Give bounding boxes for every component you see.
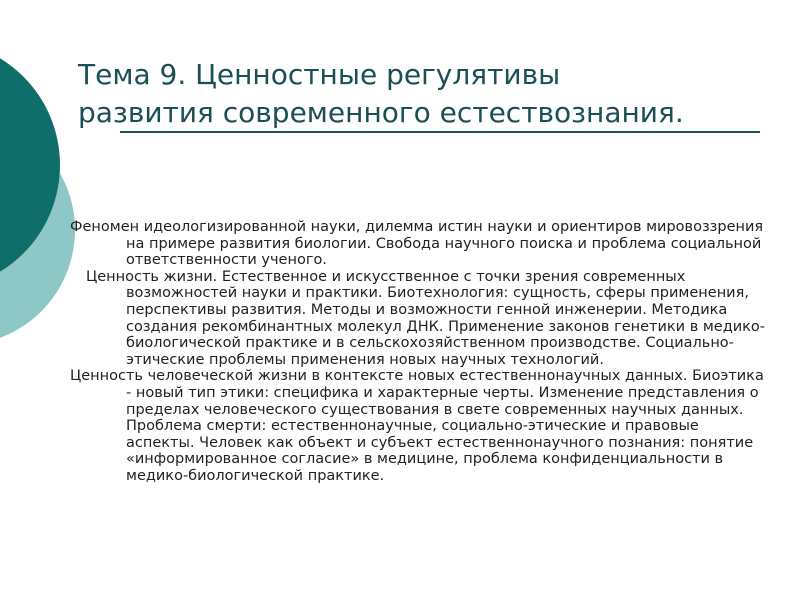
paragraph-ideology: Феномен идеологизированной науки, дилемма истин науки и ориентиров мировоззрения на примере развития биологии. Свобода научного поиска и проблема социальной ответственности ученого.: [70, 219, 764, 269]
title-underline: [120, 131, 760, 133]
slide-title-line: Тема 9. Ценностные регулятивы: [78, 58, 561, 91]
slide-body: [70, 219, 770, 485]
paragraph-value-of-life: Ценность жизни. Естественное и искусственное с точки зрения современных возможностей науки и практики. Биотехнология: сущность, сферы применения, перспективы развития. Методы и возможности генной инженерии. Методика создания рекомбинантных молекул ДНК. Применение законов генетики в медико-биологической практике и в сельскохозяйственном производстве. Социально-этические проблемы применения новых научных технологий.: [86, 268, 766, 368]
slide-title: [78, 56, 778, 132]
slide-title-line: развития современного естествознания.: [78, 96, 684, 129]
paragraph-bioethics: Ценность человеческой жизни в контексте новых естественнонаучных данных. Биоэтика - новый тип этики: специфика и характерные черты. Изменение представления о пределах человеческого существования в свете современных научных данных. Проблема смерти: естественнонаучные, социально-этические и правовые аспекты. Человек как объект и субъект естественнонаучного познания: понятие «информированное согласие» в медицине, проблема конфиденциальности в медико-биологической практике.: [70, 368, 764, 484]
